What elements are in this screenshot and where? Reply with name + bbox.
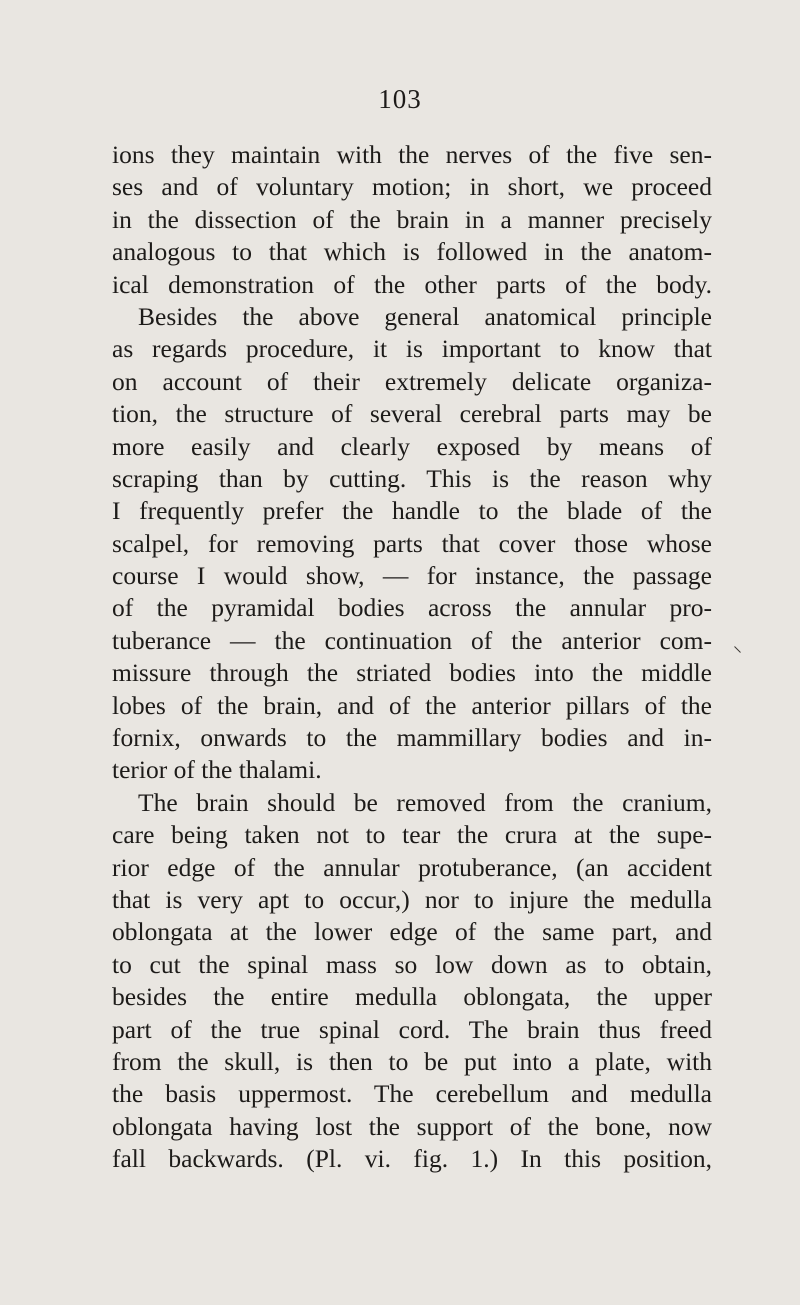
text-line: rior edge of the annular protuberance, (an accident xyxy=(112,852,712,882)
text-line: oblongata at the lower edge of the same part, and xyxy=(112,917,712,947)
text-line: ical demonstration of the other parts of the body. xyxy=(112,269,712,299)
text-line: missure through the striated bodies into the middle xyxy=(112,658,712,688)
body-text xyxy=(112,139,712,1176)
text-line: ions they maintain with the nerves of the five sen- xyxy=(112,140,712,169)
text-line: fornix, onwards to the mammillary bodies and in- xyxy=(112,723,712,753)
text-line: course I would show, — for instance, the passage xyxy=(112,561,712,591)
text-line: scalpel, for removing parts that cover those whose xyxy=(112,528,712,558)
text-line: tion, the structure of several cerebral parts may be xyxy=(112,399,712,429)
text-line: part of the true spinal cord. The brain thus freed xyxy=(112,1014,712,1044)
text-line: fall backwards. (Pl. vi. fig. 1.) In this position, xyxy=(112,1144,712,1174)
text-line: on account of their extremely delicate organiza- xyxy=(112,366,712,396)
text-line: tuberance — the continuation of the anterior com- xyxy=(112,625,712,655)
text-line: I frequently prefer the handle to the blade of the xyxy=(112,496,712,526)
text-line: terior of the thalami. xyxy=(112,755,322,785)
paragraph-start-line: The brain should be removed from the cranium, xyxy=(138,787,712,817)
text-line: from the skull, is then to be put into a plate, with xyxy=(112,1046,712,1076)
text-line: to cut the spinal mass so low down as to obtain, xyxy=(112,949,712,979)
text-line: of the pyramidal bodies across the annular pro- xyxy=(112,593,712,623)
text-line: the basis uppermost. The cerebellum and medulla xyxy=(112,1079,712,1109)
page-number: 103 xyxy=(378,84,422,114)
text-line: ses and of voluntary motion; in short, we proceed xyxy=(112,172,712,202)
paragraph-start-line: Besides the above general anatomical principle xyxy=(138,301,712,331)
text-line: care being taken not to tear the crura at the supe- xyxy=(112,820,712,850)
text-line: scraping than by cutting. This is the reason why xyxy=(112,463,712,493)
text-line: more easily and clearly exposed by means of xyxy=(112,431,712,461)
text-line: besides the entire medulla oblongata, the upper xyxy=(112,982,712,1012)
text-line: lobes of the brain, and of the anterior pillars of the xyxy=(112,690,712,720)
text-line: analogous to that which is followed in the anatom- xyxy=(112,237,712,267)
text-line: that is very apt to occur,) nor to injure the medulla xyxy=(112,884,712,914)
text-line: oblongata having lost the support of the bone, now xyxy=(112,1111,712,1141)
text-line: as regards procedure, it is important to know that xyxy=(112,334,712,364)
margin-mark-icon xyxy=(734,646,741,653)
text-line: in the dissection of the brain in a manner precisely xyxy=(112,204,712,234)
